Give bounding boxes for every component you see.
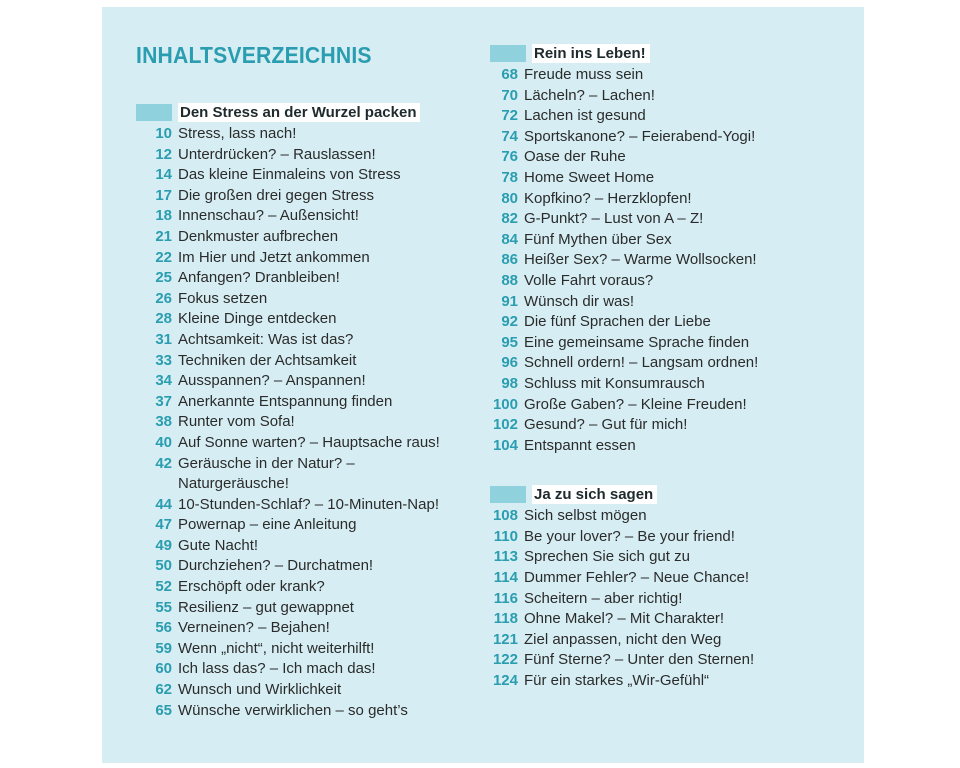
page-number: 25 (155, 269, 172, 287)
entry-title: Kopfkino? – Herzklopfen! (524, 189, 692, 207)
page-number: 44 (155, 495, 172, 513)
toc-entry (136, 227, 466, 248)
page-number: 121 (492, 630, 518, 648)
entry-title: Auf Sonne warten? – Hauptsache raus! (178, 433, 440, 451)
toc-entry (136, 659, 466, 680)
entry-title: Wünsche verwirklichen – so geht’s (178, 701, 408, 719)
page-number: 122 (492, 651, 518, 669)
toc-entry (490, 292, 820, 313)
toc-entry (136, 392, 466, 413)
toc-entry (490, 527, 820, 548)
page-number: 17 (155, 186, 172, 204)
toc-entry (490, 650, 820, 671)
page-number: 55 (155, 598, 172, 616)
toc-section (490, 44, 820, 456)
toc-entry (136, 371, 466, 392)
entry-title: Unterdrücken? – Rauslassen! (178, 145, 376, 163)
page-number: 113 (493, 548, 518, 566)
toc-entry (490, 271, 820, 292)
entry-title: Achtsamkeit: Was ist das? (178, 330, 354, 348)
toc-entry (136, 639, 466, 660)
entry-title: Ziel anpassen, nicht den Weg (524, 630, 722, 648)
page-number: 28 (155, 310, 172, 328)
entry-title: Scheitern – aber richtig! (524, 589, 683, 607)
entry-title: Ohne Makel? – Mit Charakter! (524, 610, 725, 628)
page-number: 34 (155, 372, 172, 390)
entry-title: 10-Stunden-Schlaf? – 10-Minuten-Nap! (178, 495, 439, 513)
toc-section (490, 485, 820, 691)
page-number: 92 (501, 313, 518, 331)
section-title: Rein ins Leben! (532, 44, 650, 63)
toc-entry (136, 309, 466, 330)
toc-entry (136, 186, 466, 207)
entry-title: Sprechen Sie sich gut zu (524, 548, 690, 566)
entry-title: Entspannt essen (524, 436, 636, 454)
entry-title: Oase der Ruhe (524, 148, 626, 166)
section-marker (490, 45, 526, 62)
entry-title: Volle Fahrt voraus? (524, 271, 654, 289)
entry-title: Gute Nacht! (178, 536, 259, 554)
toc-entry (136, 330, 466, 351)
toc-entry (136, 145, 466, 166)
entry-title: Stress, lass nach! (178, 125, 297, 142)
page-number: 88 (501, 271, 518, 289)
page-number: 18 (155, 207, 172, 225)
page-number: 52 (155, 578, 172, 596)
toc-entry (490, 630, 820, 651)
entry-title: Fokus setzen (178, 289, 268, 307)
toc-entry (490, 127, 820, 148)
entry-title: Kleine Dinge entdecken (178, 310, 337, 328)
page-number: 74 (501, 127, 518, 145)
entry-title: Ich lass das? – Ich mach das! (178, 660, 376, 678)
entry-title: Anfangen? Dranbleiben! (178, 269, 340, 287)
toc-entry (490, 65, 820, 86)
toc-entry (490, 333, 820, 354)
page-number: 12 (155, 145, 172, 163)
toc-entry (136, 268, 466, 289)
page-number: 47 (155, 516, 172, 534)
section-marker (136, 104, 172, 121)
entry-title: Sportskanone? – Feierabend-Yogi! (524, 127, 756, 145)
section-title: Ja zu sich sagen (532, 485, 657, 504)
toc-entry (490, 168, 820, 189)
entry-title: Erschöpft oder krank? (178, 578, 325, 596)
toc-entry (136, 351, 466, 372)
entry-title: Schnell ordern! – Langsam ordnen! (524, 354, 759, 372)
page-number: 72 (501, 107, 518, 125)
entry-title: Sich selbst mögen (524, 507, 647, 525)
entry-title: Heißer Sex? – Warme Wollsocken! (524, 251, 757, 269)
toc-entry (136, 577, 466, 598)
page-number: 78 (501, 168, 518, 186)
page-number: 38 (155, 413, 172, 431)
page-number: 62 (155, 681, 172, 699)
entry-title: Anerkannte Entspannung finden (178, 392, 393, 410)
toc-entry (136, 289, 466, 310)
toc-section (136, 103, 466, 721)
entry-title: Home Sweet Home (524, 168, 655, 186)
page-number: 22 (155, 248, 172, 266)
toc-entry (136, 248, 466, 269)
toc-column-left (136, 103, 466, 721)
toc-entry (490, 86, 820, 107)
entry-title: G-Punkt? – Lust von A – Z! (524, 210, 704, 228)
entry-title: Für ein starkes „Wir-Gefühl“ (524, 672, 710, 690)
toc-entry (490, 106, 820, 127)
page-number: 114 (493, 569, 518, 587)
page-number: 91 (501, 292, 518, 310)
page-number: 100 (492, 395, 518, 413)
entry-title: Geräusche in der Natur? – Naturgeräusche! (178, 454, 355, 493)
page-number: 49 (155, 536, 172, 554)
toc-entry (136, 433, 466, 454)
toc-entry (136, 412, 466, 433)
page-number: 37 (155, 392, 172, 410)
toc-entry (136, 680, 466, 701)
page-number: 42 (155, 454, 172, 472)
toc-entry (490, 609, 820, 630)
page-number: 65 (155, 701, 172, 719)
toc-entry (490, 312, 820, 333)
toc-entry (136, 556, 466, 577)
entry-title: Das kleine Einmaleins von Stress (178, 166, 401, 184)
toc-entry (136, 124, 466, 145)
page-number: 95 (501, 333, 518, 351)
toc-entry (136, 701, 466, 722)
entry-title: Im Hier und Jetzt ankommen (178, 248, 370, 266)
toc-entry (490, 189, 820, 210)
page-number: 110 (493, 527, 518, 545)
page-number: 31 (155, 330, 172, 348)
toc-entry (490, 568, 820, 589)
toc-entry (136, 206, 466, 227)
toc-entry (490, 436, 820, 457)
page-number: 102 (492, 416, 518, 434)
entry-title: Techniken der Achtsamkeit (178, 351, 357, 369)
entry-title: Schluss mit Konsumrausch (524, 374, 705, 392)
toc-entry (490, 671, 820, 692)
page-number: 82 (501, 210, 518, 228)
entry-title: Große Gaben? – Kleine Freuden! (524, 395, 747, 413)
page-number: 40 (155, 433, 172, 451)
page-number: 108 (492, 507, 518, 525)
toc-entry (490, 415, 820, 436)
entry-title: Fünf Sterne? – Unter den Sternen! (524, 651, 755, 669)
entry-title: Lachen ist gesund (524, 107, 646, 125)
toc-column-right (490, 44, 820, 692)
entry-title: Runter vom Sofa! (178, 413, 295, 431)
entry-title: Lächeln? – Lachen! (524, 86, 655, 104)
page-number: 70 (501, 86, 518, 104)
toc-entry (490, 506, 820, 527)
section-header (490, 44, 820, 63)
entry-title: Be your lover? – Be your friend! (524, 527, 735, 545)
toc-entry (490, 589, 820, 610)
toc-entry (136, 165, 466, 186)
section-spacer (490, 456, 820, 485)
entry-title: Wunsch und Wirklichkeit (178, 681, 342, 699)
page-number: 68 (501, 66, 518, 83)
page-number: 124 (492, 672, 518, 690)
section-marker (490, 486, 526, 503)
toc-entry (136, 536, 466, 557)
entry-title: Verneinen? – Bejahen! (178, 619, 330, 637)
page-number: 14 (155, 166, 172, 184)
page-number: 104 (492, 436, 518, 454)
entry-title: Wenn „nicht“, nicht weiterhilft! (178, 639, 375, 657)
page-number: 116 (493, 589, 518, 607)
entry-title: Eine gemeinsame Sprache finden (524, 333, 750, 351)
page-number: 98 (501, 374, 518, 392)
entry-title: Powernap – eine Anleitung (178, 516, 357, 534)
entry-title: Wünsch dir was! (524, 292, 635, 310)
section-header (490, 485, 820, 504)
toc-entry (136, 454, 466, 495)
toc-entry (136, 618, 466, 639)
toc-entry (490, 353, 820, 374)
page-number: 96 (501, 354, 518, 372)
entry-title: Die fünf Sprachen der Liebe (524, 313, 711, 331)
toc-entry (490, 250, 820, 271)
entry-title: Gesund? – Gut für mich! (524, 416, 688, 434)
entry-title: Durchziehen? – Durchatmen! (178, 557, 374, 575)
page-number: 33 (155, 351, 172, 369)
page-title: INHALTSVERZEICHNIS (136, 42, 372, 68)
toc-entry (490, 230, 820, 251)
page-number: 60 (155, 660, 172, 678)
page-number: 56 (155, 619, 172, 637)
section-header (136, 103, 466, 122)
entry-title: Die großen drei gegen Stress (178, 186, 374, 204)
entry-title: Innenschau? – Außensicht! (178, 207, 359, 225)
entry-title: Freude muss sein (524, 66, 644, 83)
entry-title: Dummer Fehler? – Neue Chance! (524, 569, 750, 587)
page-number: 84 (501, 230, 518, 248)
toc-entry (490, 147, 820, 168)
page-number: 80 (501, 189, 518, 207)
page-number: 26 (155, 289, 172, 307)
toc-entry (136, 515, 466, 536)
section-title: Den Stress an der Wurzel packen (178, 103, 420, 122)
toc-entry (490, 395, 820, 416)
entry-title: Fünf Mythen über Sex (524, 230, 672, 248)
page-number: 10 (155, 125, 172, 142)
toc-entry (490, 374, 820, 395)
entry-title: Ausspannen? – Anspannen! (178, 372, 366, 390)
toc-entry (136, 495, 466, 516)
page-number: 59 (155, 639, 172, 657)
page-number: 76 (501, 148, 518, 166)
entry-title: Denkmuster aufbrechen (178, 227, 339, 245)
page-number: 118 (493, 610, 518, 628)
toc-entry (490, 547, 820, 568)
toc-entry (490, 209, 820, 230)
toc-entry (136, 598, 466, 619)
page-number: 21 (155, 227, 172, 245)
page-number: 86 (501, 251, 518, 269)
entry-title: Resilienz – gut gewappnet (178, 598, 354, 616)
page-number: 50 (155, 557, 172, 575)
